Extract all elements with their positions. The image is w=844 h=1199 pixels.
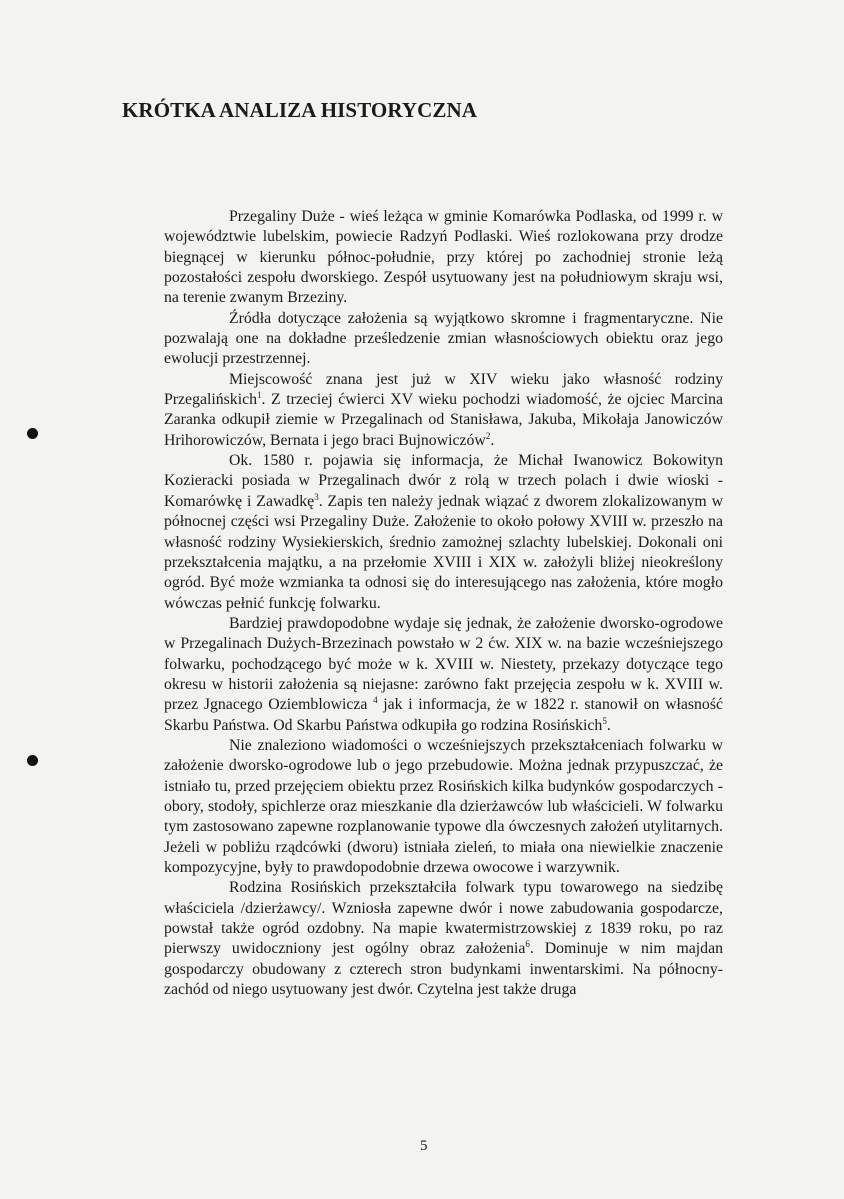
paragraph [164, 309, 723, 370]
binder-hole-upper [27, 428, 38, 439]
paragraph [164, 736, 723, 878]
paragraph-text: jak i informacja, że w 1822 r. stanowił on własność Skarbu Państwa. Od Skarbu Państwa odkupiła go rodzina Rosińskich [164, 696, 723, 734]
paragraph-text: Nie znaleziono wiadomości o wcześniejszych przekształceniach folwarku w założenie dworsko-ogrodowe lub o jego przebudowie. Można jednak przypuszczać, że istniało tu, przed przejęciem obiektu przez Rosińskich kilka budynków gospodarczych - obory, stodoły, spichlerze oraz mieszkanie dla dzierżawców lub właścicieli. W folwarku tym zastosowano zapewne rozplanowanie typowe dla ówczesnych założeń utylitarnych. Jeżeli w pobliżu rządcówki (dworu) istniała zieleń, to miała ona niewielkie znaczenie kompozycyjne, były to prawdopodobnie drzewa owocowe i warzywnik. [164, 736, 723, 876]
body-text [164, 207, 723, 1000]
binder-hole-lower [27, 755, 38, 766]
paragraph-text: . [490, 431, 495, 449]
paragraph-text: . Zapis ten należy jednak wiązać z dworem zlokalizowanym w północnej części wsi Przegaliny Duże. Założenie to około połowy XVIII w. przeszło na własność rodziny Wysiekierskich, średnio zamożnej szlachty lubelskiej. Dokonali oni przekształcenia majątku, a na przełomie XVIII i XIX w. założyli bliżej nieokreślony ogród. Być może wzmianka ta odnosi się do interesującego nas założenia, które mogło wówczas pełnić funkcję folwarku. [164, 492, 723, 612]
paragraph-text: . [606, 716, 611, 734]
paragraph-text: Przegaliny Duże - wieś leżąca w gminie Komarówka Podlaska, od 1999 r. w województwie lubelskim, powiecie Radzyń Podlaski. Wieś rozlokowana przy drodze biegnącej w kierunku północ-południe, przy której po zachodniej stronie leżą pozostałości zespołu dworskiego. Zespół usytuowany jest na południowym skraju wsi, na terenie zwanym Brzeziny. [164, 208, 723, 307]
paragraph-text: Bardziej prawdopodobne wydaje się jednak, że założenie dworsko-ogrodowe w Przegalinach Dużych-Brzezinach powstało w 2 ćw. XIX w. na bazie wcześniejszego folwarku, pochodzącego być może w k. XVIII w. Niestety, przekazy dotyczące tego okresu w historii założenia są niejasne: zarówno fakt przejęcia zespołu w k. XVIII w. przez Jgnacego Oziemblowicza [164, 614, 723, 714]
paragraph-text: . Z trzeciej ćwierci XV wieku pochodzi wiadomość, że ojciec Marcina Zaranka odkupił ziemie w Przegalinach od Stanisława, Jakuba, Mikołaja Janowiczów Hrihorowiczów, Bernata i jego braci Bujnowiczów [164, 391, 723, 449]
footnote-marker: 6 [525, 939, 530, 950]
footnote-marker: 4 [373, 695, 378, 706]
paragraph-text: Źródła dotyczące założenia są wyjątkowo skromne i fragmentaryczne. Nie pozwalają one na dokładne prześledzenie zmian własnościowych obiektu oraz jego ewolucji przestrzennej. [164, 309, 723, 368]
page-number: 5 [420, 1138, 428, 1154]
paragraph-text: Miejscowość znana jest już w XIV wieku jako własność rodziny Przegalińskich [164, 370, 723, 409]
paragraph-text: . Dominuje w nim majdan gospodarczy obudowany z czterech stron budynkami inwentarskimi. Na północny-zachód od niego usytuowany jest dwór. Czytelna jest także druga [164, 940, 723, 999]
paragraph [164, 207, 723, 309]
paragraph [164, 878, 723, 1000]
page-title: KRÓTKA ANALIZA HISTORYCZNA [122, 98, 478, 122]
footnote-marker: 2 [485, 430, 491, 441]
footnote-marker: 5 [602, 715, 607, 726]
paragraph-text: Ok. 1580 r. pojawia się informacja, że Michał Iwanowicz Bokowityn Kozieracki posiada w Przegalinach dwór z rolą w trzech polach i dwie wioski - Komarówkę i Zawadkę [164, 452, 723, 510]
paragraph [164, 451, 723, 614]
paragraph [164, 614, 723, 736]
footnote-marker: 1 [257, 390, 262, 401]
paragraph [164, 370, 723, 451]
footnote-marker: 3 [314, 491, 319, 502]
paragraph-text: Rodzina Rosińskich przekształciła folwark typu towarowego na siedzibę właściciela /dzierżawcy/. Wzniosła zapewne dwór i nowe zabudowania gospodarcze, powstał także ogród ozdobny. Na mapie kwatermistrzowskiej z 1839 roku, po raz pierwszy uwidoczniony jest ogólny obraz założenia [164, 879, 723, 958]
